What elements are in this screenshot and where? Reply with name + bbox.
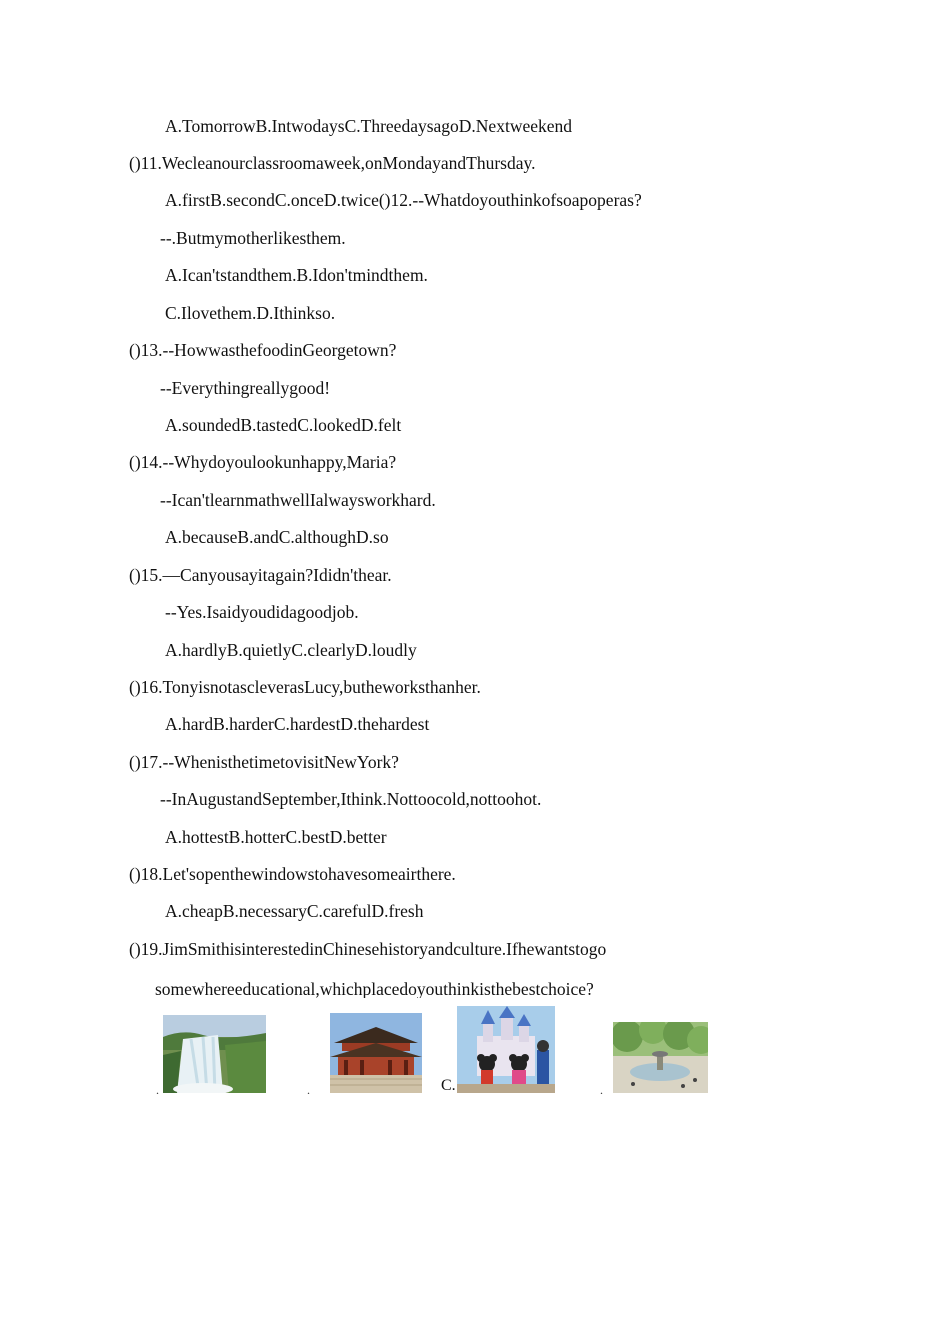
dialogue-reply: --.Butmymotherlikesthem. (160, 228, 346, 248)
question-15: ()15.—Canyousayitagain?Ididn'thear. (129, 565, 392, 585)
disneyland-image (457, 1006, 555, 1093)
choice-b-marker: . (307, 1083, 310, 1097)
dialogue-reply: --InAugustandSeptember,Ithink.Nottoocold,nottoohot. (160, 789, 542, 809)
dialogue-reply: --Ican'tlearnmathwellIalwaysworkhard. (160, 490, 436, 510)
dialogue-reply: --Everythingreallygood! (160, 378, 331, 398)
options-line: A.TomorrowB.IntwodaysC.ThreedaysagoD.Nextweekend (165, 116, 573, 136)
question-13: ()13.--HowwasthefoodinGeorgetown? (129, 340, 397, 360)
question-16: ()16.TonyisnotascleverasLucy,butheworksthanher. (129, 677, 481, 697)
waterfall-image (163, 1015, 266, 1093)
choice-c-label: C. (441, 1077, 456, 1094)
options-line: C.Ilovethem.D.Ithinkso. (165, 303, 336, 323)
options-line: A.becauseB.andC.althoughD.so (165, 527, 389, 547)
question-17: ()17.--WhenisthetimetovisitNewYork? (129, 752, 399, 772)
options-line: A.Ican'tstandthem.B.Idon'tmindthem. (165, 265, 428, 285)
question-11: ()11.Wecleanourclassroomaweek,onMondayandThursday. (129, 153, 536, 173)
options-line: A.firstB.secondC.onceD.twice()12.--Whatdoyouthinkofsoapoperas? (165, 190, 642, 210)
options-line: A.hardlyB.quietlyC.clearlyD.loudly (165, 640, 417, 660)
options-line: A.hardB.harderC.hardestD.thehardest (165, 714, 430, 734)
park-fountain-image (613, 1022, 708, 1093)
question-14: ()14.--Whydoyoulookunhappy,Maria? (129, 452, 397, 472)
question-18: ()18.Let'sopenthewindowstohavesomeairthere. (129, 864, 456, 884)
question-19-continuation-text: somewhereeducational,whichplacedoyouthinkisthebestchoice? (155, 979, 594, 998)
forbidden-city-image (330, 1013, 422, 1093)
options-line: A.cheapB.necessaryC.carefulD.fresh (165, 901, 424, 921)
question-19: ()19.JimSmithisinterestedinChinesehistoryandculture.Ifhewantstogo (129, 939, 607, 959)
choice-a-marker: . (156, 1083, 159, 1097)
options-line: A.hottestB.hotterC.bestD.better (165, 827, 387, 847)
options-line: A.soundedB.tastedC.lookedD.felt (165, 415, 402, 435)
question-19-continuation (150, 978, 750, 998)
choice-d-marker: . (600, 1083, 603, 1097)
dialogue-reply: --Yes.Isaidyoudidagoodjob. (165, 602, 359, 622)
